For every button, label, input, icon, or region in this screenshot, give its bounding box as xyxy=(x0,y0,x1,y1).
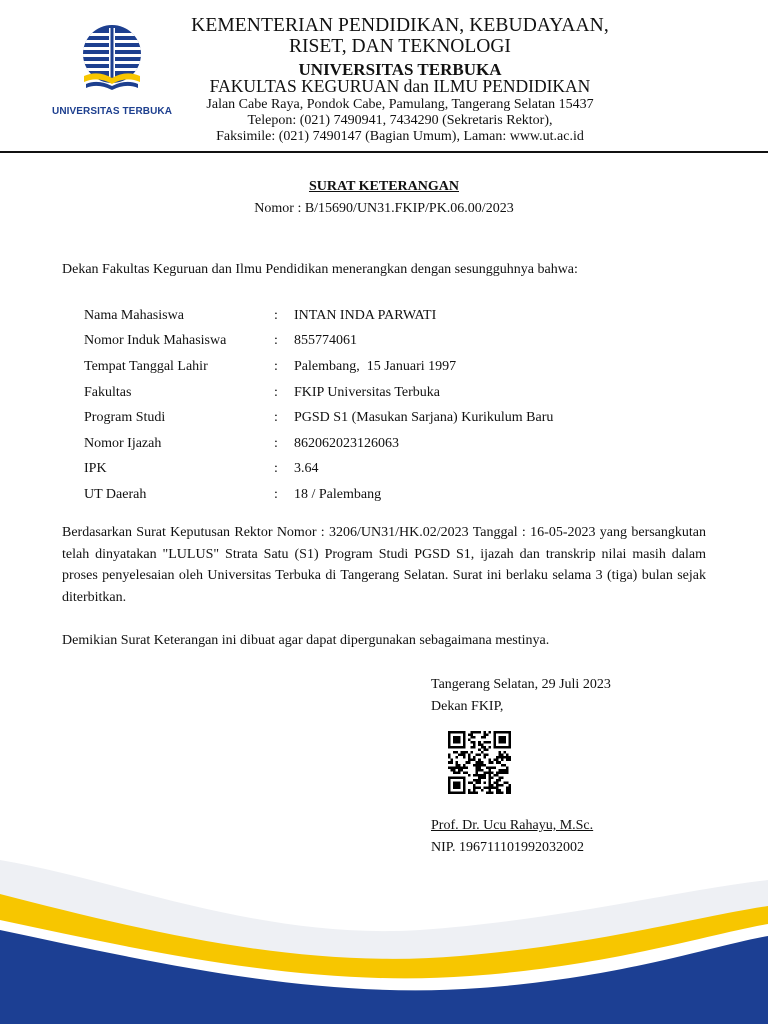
detail-label: IPK xyxy=(84,461,107,477)
detail-label: Nama Mahasiswa xyxy=(84,307,184,323)
university-name: UNIVERSITAS TERBUKA xyxy=(298,60,502,79)
university-logo-icon xyxy=(80,24,144,98)
detail-colon: : xyxy=(274,435,278,451)
detail-value: 862062023126063 xyxy=(294,435,399,451)
ministry-line-1: KEMENTERIAN PENDIDIKAN, KEBUDAYAAN, xyxy=(191,15,609,36)
detail-colon: : xyxy=(274,461,278,477)
detail-label: Fakultas xyxy=(84,384,132,400)
ministry-line-2: RISET, DAN TEKNOLOGI xyxy=(289,35,511,57)
detail-colon: : xyxy=(274,410,278,426)
detail-row xyxy=(84,482,553,508)
detail-value: Palembang, 15 Januari 1997 xyxy=(294,358,457,374)
detail-value: 3.64 xyxy=(294,461,319,477)
detail-value: 18 / Palembang xyxy=(294,486,382,502)
detail-value: FKIP Universitas Terbuka xyxy=(294,384,441,400)
detail-label: UT Daerah xyxy=(84,486,147,502)
signature-block xyxy=(431,674,611,717)
closing-statement: Demikian Surat Keterangan ini dibuat agar dapat dipergunakan sebagaimana mestinya. xyxy=(62,633,550,648)
faculty-name: FAKULTAS KEGURUAN dan ILMU PENDIDIKAN xyxy=(209,76,591,96)
letterhead-text xyxy=(180,16,620,144)
detail-colon: : xyxy=(274,384,278,400)
detail-row xyxy=(84,329,553,355)
detail-value: PGSD S1 (Masukan Sarjana) Kurikulum Baru xyxy=(294,410,554,426)
qr-code-icon xyxy=(446,731,513,794)
detail-row xyxy=(84,457,553,483)
detail-row xyxy=(84,380,553,406)
detail-colon: : xyxy=(274,358,278,374)
detail-value: INTAN INDA PARWATI xyxy=(294,307,437,323)
header-divider xyxy=(0,151,768,153)
phone-line: Telepon: (021) 7490941, 7434290 (Sekretaris Rektor), xyxy=(247,112,553,128)
document-number: Nomor : B/15690/UN31.FKIP/PK.06.00/2023 xyxy=(254,201,514,216)
footer-wave-decoration xyxy=(0,820,768,1024)
detail-label: Nomor Induk Mahasiswa xyxy=(84,333,227,349)
detail-label: Program Studi xyxy=(84,410,166,426)
logo-wordmark: UNIVERSITAS TERBUKA xyxy=(52,106,173,117)
detail-label: Tempat Tanggal Lahir xyxy=(84,358,208,374)
intro-statement: Dekan Fakultas Keguruan dan Ilmu Pendidikan menerangkan dengan sesungguhnya bahwa: xyxy=(62,262,578,277)
detail-colon: : xyxy=(274,307,278,323)
detail-colon: : xyxy=(274,486,278,502)
body-paragraph: Berdasarkan Surat Keputusan Rektor Nomor : 3206/UN31/HK.02/2023 Tanggal : 16-05-2023 yang bersangkutan telah dinyatakan "LULUS" Strata Satu (S1) Program Studi PGSD S1, ijazah dan transkrip nilai masih dalam proses penyelesaian oleh Universitas Terbuka di Tangerang Selatan. Surat ini berlaku selama 3 (tiga) bulan sejak diterbitkan. xyxy=(62,525,706,606)
detail-value: 855774061 xyxy=(294,333,357,349)
detail-colon: : xyxy=(274,333,278,349)
place-date: Tangerang Selatan, 29 Juli 2023 xyxy=(431,677,611,692)
address-line: Jalan Cabe Raya, Pondok Cabe, Pamulang, Tangerang Selatan 15437 xyxy=(206,96,594,112)
detail-label: Nomor Ijazah xyxy=(84,435,162,451)
detail-row xyxy=(84,431,553,457)
signer-name: Prof. Dr. Ucu Rahayu, M.Sc. xyxy=(431,818,594,833)
fax-web-line: Faksimile: (021) 7490147 (Bagian Umum), Laman: www.ut.ac.id xyxy=(216,128,584,144)
signer-role: Dekan FKIP, xyxy=(431,698,504,714)
detail-row xyxy=(84,405,553,431)
detail-row xyxy=(84,303,553,329)
detail-row xyxy=(84,354,553,380)
student-details xyxy=(84,303,553,508)
document-title: SURAT KETERANGAN xyxy=(308,179,459,194)
university-logo xyxy=(52,24,172,120)
signer-nip: NIP. 196711101992032002 xyxy=(431,839,584,855)
